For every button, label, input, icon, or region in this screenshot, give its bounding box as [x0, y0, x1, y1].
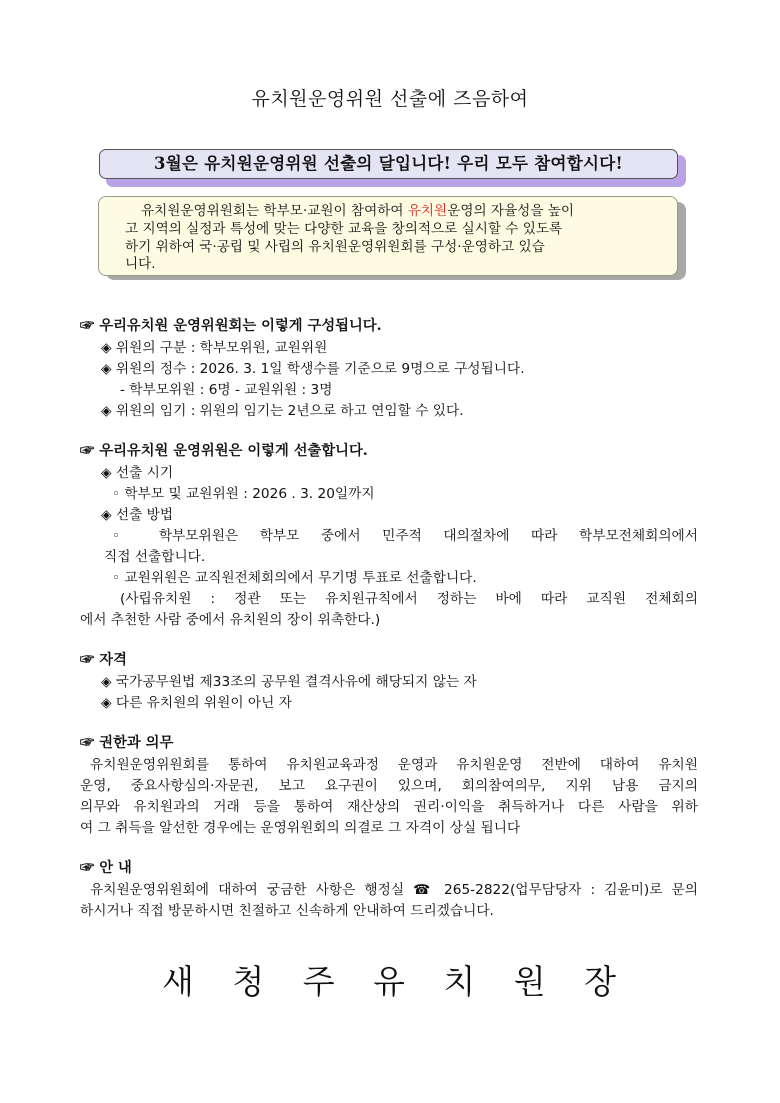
private-election-line-2: 에서 추천한 사람 중에서 유치원의 장이 위촉한다.)	[80, 612, 381, 628]
intro-highlight: 유치원	[407, 203, 448, 219]
rights-line-1: 유치원운영위원회를 통하여 유치원교육과정 운영과 유치원운영 전반에 대하여 유치원	[90, 757, 698, 773]
rights-line-3: 의무와 유치원과의 거래 등을 통하여 재산상의 권리·이익을 취득하거나 다른 사람을 위하	[80, 799, 698, 815]
intro-line-3: 하기 위하여 국·공립 및 사립의 유치원운영위원회를 구성·운영하고 있습	[125, 238, 545, 255]
rights-line-2: 운영, 중요사항심의·자문권, 보고 요구권이 있으며, 회의참여의무, 지위 남용 금지의	[80, 778, 698, 794]
election-period-item: ◈ 선출 시기	[101, 465, 174, 481]
member-count-detail: - 학부모위원 : 6명 - 교원위원 : 3명	[120, 382, 333, 398]
section-qualification-heading: ☞ 자격	[80, 652, 127, 668]
campaign-banner: 3월은 유치원운영위원 선출의 달입니다! 우리 모두 참여합시다!	[99, 149, 678, 179]
notice-line-2: 하시거나 직접 방문하시면 친절하고 신속하게 안내하여 드리겠습니다.	[80, 903, 494, 919]
intro-text-before: 유치원운영위원회는 학부모·교원이 참여하여	[141, 203, 408, 219]
notice-line-1: 유치원운영위원회에 대하여 궁금한 사항은 행정실 ☎ 265-2822(업무담당자 : 김윤미)로 문의	[90, 882, 698, 898]
section-composition-heading: ☞ 우리유치원 운영위원회는 이렇게 구성됩니다.	[80, 318, 382, 334]
election-method-item: ◈ 선출 방법	[101, 507, 174, 523]
intro-box	[98, 196, 678, 276]
qualification-item-1: ◈ 국가공무원법 제33조의 공무원 결격사유에 해당되지 않는 자	[101, 674, 477, 690]
intro-line-4: 니다.	[125, 256, 156, 273]
section-election-heading: ☞ 우리유치원 운영위원은 이렇게 선출합니다.	[80, 443, 368, 459]
intro-text-rest: 운영의 자율성을 높이	[447, 203, 575, 219]
parent-election-line-1: ◦ 학부모위원은 학부모 중에서 민주적 대의절차에 따라 학부모전체회의에서	[112, 528, 698, 544]
member-type-item: ◈ 위원의 구분 : 학부모위원, 교원위원	[101, 340, 328, 356]
intro-line-1	[125, 203, 649, 221]
qualification-item-2: ◈ 다른 유치원의 위원이 아닌 자	[101, 695, 292, 711]
intro-line-2: 고 지역의 실정과 특성에 맞는 다양한 교육을 창의적으로 실시할 수 있도록	[125, 220, 563, 237]
section-rights-heading: ☞ 권한과 의무	[80, 735, 174, 751]
section-notice-heading: ☞ 안 내	[80, 860, 132, 876]
election-period-detail: ◦ 학부모 및 교원위원 : 2026 . 3. 20일까지	[112, 486, 375, 502]
teacher-election-line: ◦ 교원위원은 교직원전체회의에서 무기명 투표로 선출합니다.	[112, 570, 477, 586]
signature-principal: 새 청 주 유 치 원 장	[161, 962, 619, 1001]
member-term-item: ◈ 위원의 임기 : 위원의 임기는 2년으로 하고 연임할 수 있다.	[101, 403, 464, 419]
member-count-item: ◈ 위원의 정수 : 2026. 3. 1일 학생수를 기준으로 9명으로 구성됩니다.	[101, 361, 525, 377]
page-title: 유치원운영위원 선출에 즈음하여	[251, 88, 529, 110]
rights-line-4: 여 그 취득을 알선한 경우에는 운영위원회의 의결로 그 자격이 상실 됩니다	[80, 820, 521, 836]
private-election-line-1: (사립유치원 : 정관 또는 유치원규칙에서 정하는 바에 따라 교직원 전체회의	[120, 591, 698, 607]
parent-election-line-2: 직접 선출합니다.	[104, 549, 206, 565]
